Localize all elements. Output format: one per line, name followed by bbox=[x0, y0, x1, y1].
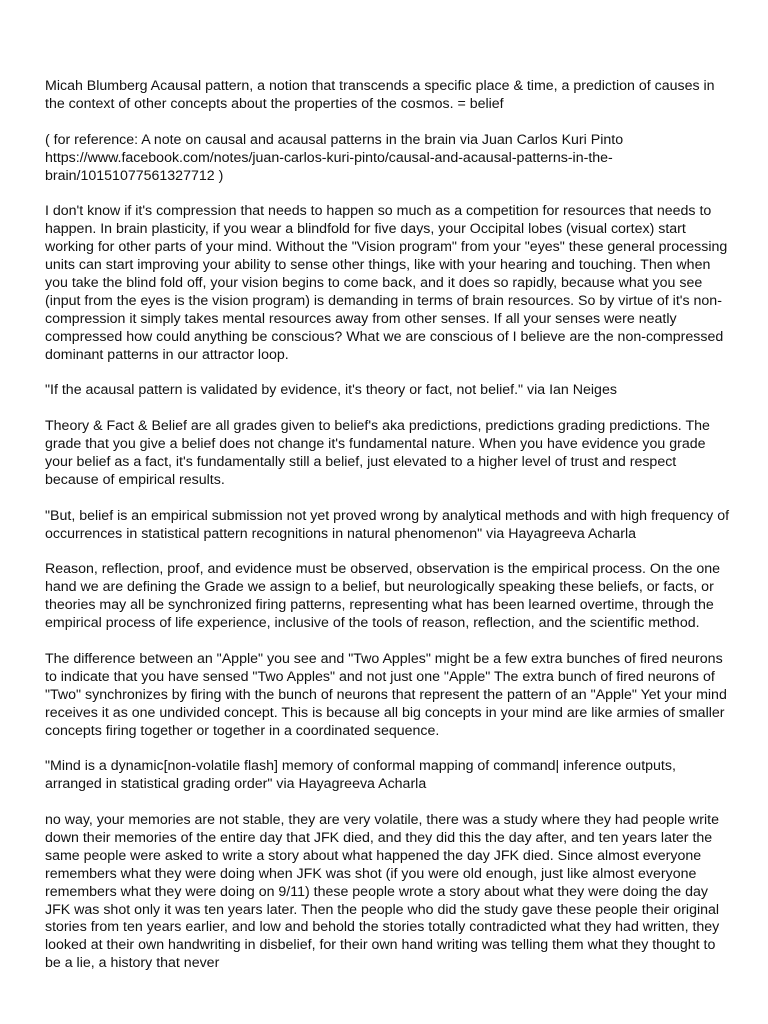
paragraph-compression-competition: I don't know if it's compression that needs to happen so much as a competition for resources that needs to happen. In brain plasticity, if you wear a blindfold for five days, your Occipital lobes (visual cortex) start working for other parts of your mind. Without the "Vision program" from your "eyes" these general processing units can start improving your ability to sense other things, like with your hearing and touching. Then when you take the blind fold off, your vision begins to come back, and it does so rapidly, because what you see (input from the eyes is the vision program) is demanding in terms of brain resources. So by virtue of it's non-compression it simply takes mental resources away from other senses. If all your senses were neatly compressed how could anything be conscious? What we are conscious of I believe are the non-compressed dominant patterns in our attractor loop. bbox=[45, 203, 728, 363]
paragraph-acausal-pattern-definition: Micah Blumberg Acausal pattern, a notion that transcends a specific place & time, a prediction of causes in the context of other concepts about the properties of the cosmos. = belief bbox=[45, 78, 715, 112]
paragraph-jfk-memory-study: no way, your memories are not stable, they are very volatile, there was a study where they had people write down their memories of the entire day that JFK died, and they did this the day after, and ten years later the same people were asked to write a story about what happened the day JFK died. Since almost everyone remembers what they were doing when JFK was shot (if you were old enough, just like almost everyone remembers what they were doing on 9/11) these people wrote a story about what they were doing the day JFK was shot only it was ten years later. Then the people who did the study gave these people their original stories from ten years earlier, and low and behold the stories totally contradicted what they had written, they looked at their own handwriting in disbelief, for their own hand writing was telling them what they thought to be a lie, a history that never bbox=[45, 812, 720, 972]
paragraph-ian-neiges-quote: "If the acausal pattern is validated by evidence, it's theory or fact, not belief." via Ian Neiges bbox=[45, 382, 617, 399]
paragraph-theory-fact-belief: Theory & Fact & Belief are all grades given to belief's aka predictions, predictions grading predictions. The grade that you give a belief does not change it's fundamental nature. When you have evidence you grade your belief as a fact, it's fundamentally still a belief, just elevated to a higher level of trust and respect because of empirical results. bbox=[45, 418, 710, 488]
paragraph-reason-reflection: Reason, reflection, proof, and evidence must be observed, observation is the empirical process. On the one hand we are defining the Grade we assign to a belief, but neurologically speaking these beliefs, or facts, or theories may all be synchronized firing patterns, representing what has been learned overtime, through the empirical process of life experience, inclusive of the tools of reason, reflection, and the scientific method. bbox=[45, 561, 721, 632]
paragraph-acharla-quote-belief: "But, belief is an empirical submission not yet proved wrong by analytical methods and with high frequency of occurrences in statistical pattern recognitions in natural phenomenon" via Hayagreeva Acharla bbox=[45, 507, 730, 542]
paragraph-reference-note: ( for reference: A note on causal and acausal patterns in the brain via Juan Carlos Kuri Pinto https://www.facebook.com/notes/juan-carlos-kuri-pinto/causal-and-acausal-patterns-in-the-brain/10151077561327712 ) bbox=[45, 131, 624, 184]
paragraph-acharla-quote-mind: "Mind is a dynamic[non-volatile flash] memory of conformal mapping of command| inference outputs, arranged in statistical grading order" via Hayagreeva Acharla bbox=[45, 758, 676, 793]
paragraph-apple-example: The difference between an "Apple" you see and "Two Apples" might be a few extra bunches of fired neurons to indicate that you have sensed "Two Apples" and not just one "Apple" The extra bunch of fired neurons of "Two" synchronizes by firing with the bunch of neurons that represent the pattern of an "Apple" Yet your mind receives it as one undivided concept. This is because all big concepts in your mind are like armies of smaller concepts firing together or together in a coordinated sequence. bbox=[45, 650, 727, 739]
document-page bbox=[45, 78, 730, 973]
